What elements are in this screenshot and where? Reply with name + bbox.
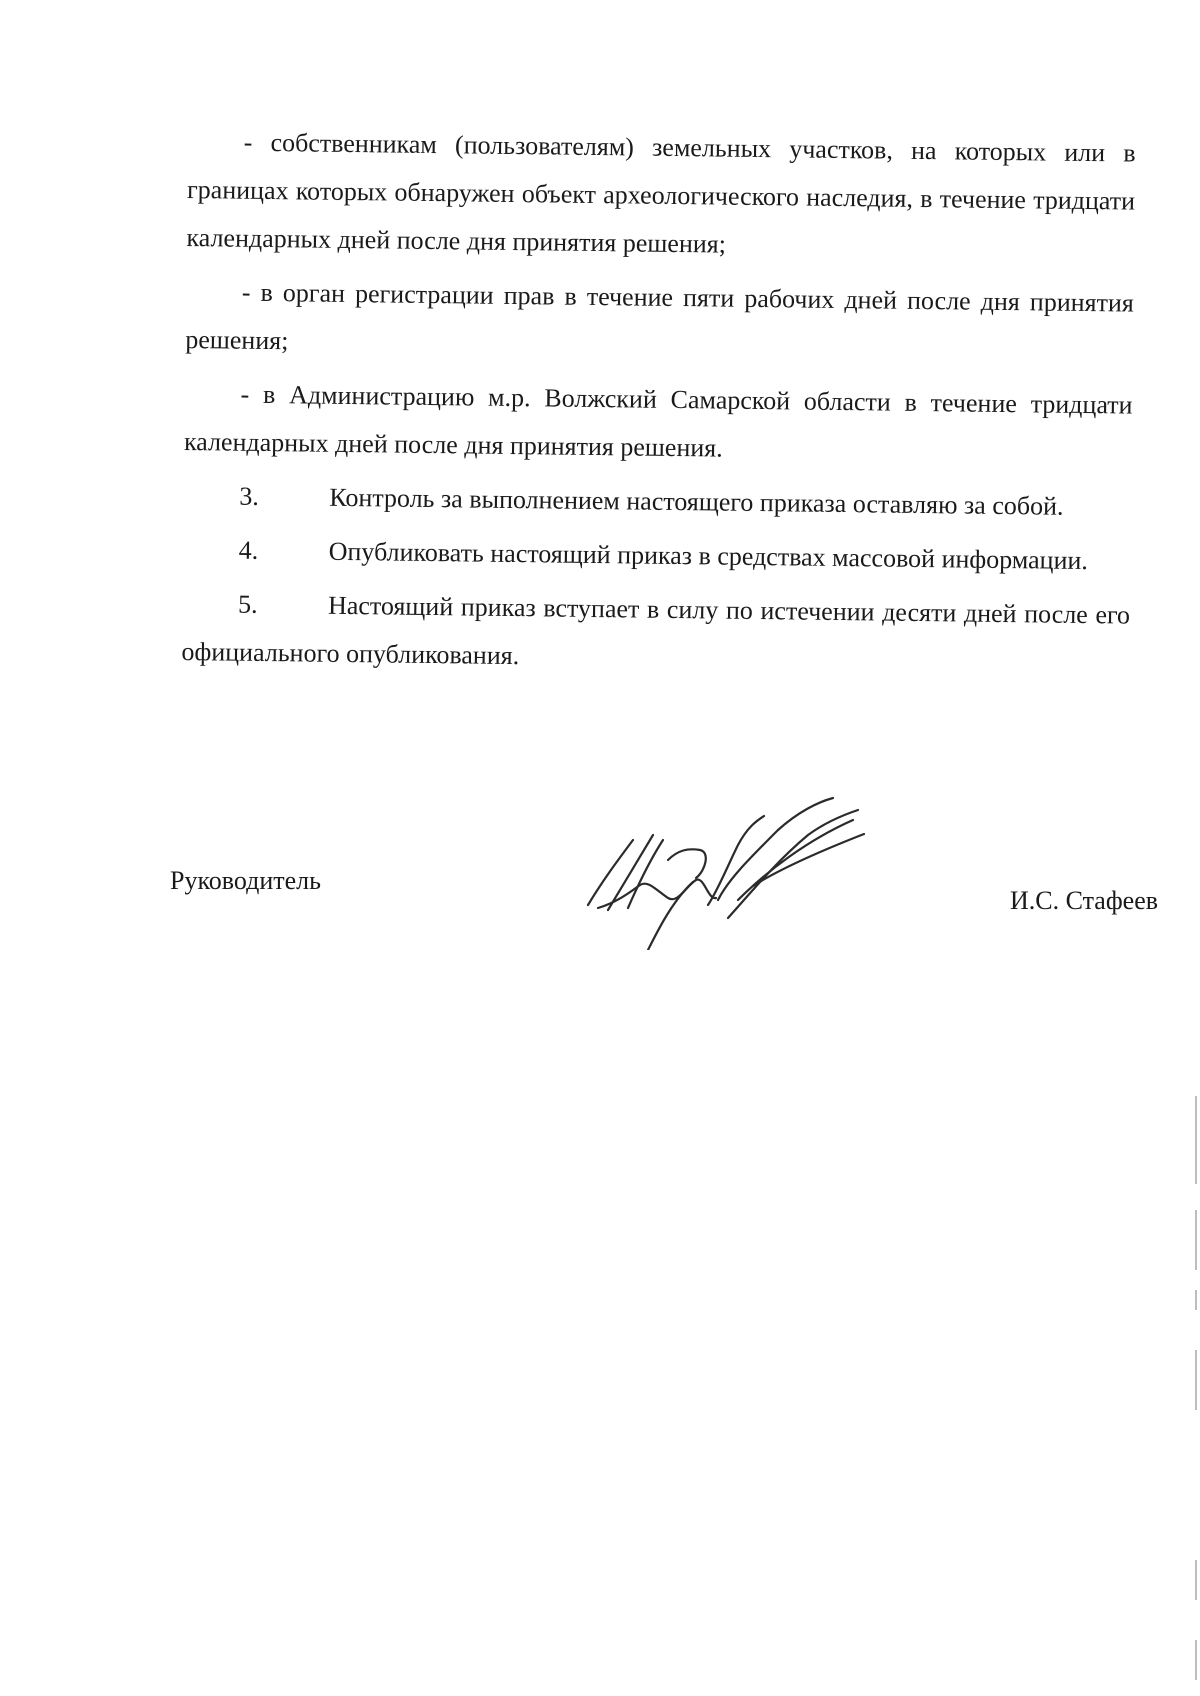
paragraph-owners: - собственникам (пользователям) земельных участков, на которых или в границах которых обнаружен объект археологического наследия, в течение тридцати календарных дней после дня принятия решения; (186, 127, 1136, 259)
item-text: Опубликовать настоящий приказ в средствах массовой информации. (328, 536, 1089, 576)
paragraph-administration: - в Администрацию м.р. Волжский Самарской области в течение тридцати календарных дней после дня принятия решения. (183, 379, 1133, 463)
handwritten-signature (578, 790, 868, 950)
item-text: Контроль за выполнением настоящего приказа оставляю за собой. (329, 482, 1064, 521)
item-number: 4. (238, 535, 259, 565)
item-text: Настоящий приказ вступает в силу по истечении десяти дней после его официального опубликования. (181, 590, 1131, 671)
signatory-role: Руководитель (170, 866, 321, 895)
signatory-name: И.С. Стафеев (1010, 886, 1159, 915)
paragraph-registration: - в орган регистрации прав в течение пяти рабочих дней после дня принятия решения; (185, 277, 1134, 356)
scan-edge-marks (1190, 0, 1200, 1696)
item-number: 3. (239, 481, 260, 511)
item-number: 5. (237, 589, 258, 619)
